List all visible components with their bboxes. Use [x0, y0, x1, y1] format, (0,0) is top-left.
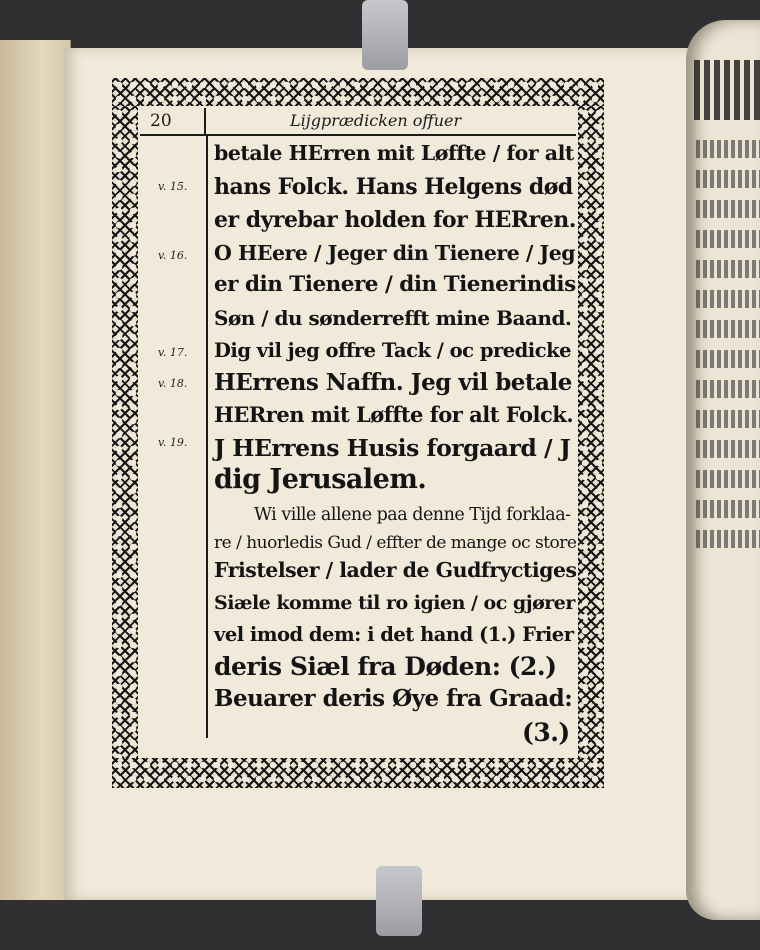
margin-rule	[206, 134, 208, 738]
verse-note-17: v. 17.	[158, 346, 188, 359]
verse-note-19: v. 19.	[158, 436, 188, 449]
running-title: Lijgprædicken offuer	[290, 111, 462, 130]
text-line: Beuarer deris Øye fra Graad:	[214, 685, 573, 712]
left-page-edge	[0, 40, 71, 900]
text-line: Søn / du sønderrefft mine Baand.	[214, 306, 572, 330]
text-line: J HErrens Husis forgaard / J	[214, 434, 571, 462]
ornamental-border-top	[112, 78, 604, 106]
text-line: er dyrebar holden for HERren.	[214, 207, 576, 233]
ornamental-border-bottom	[112, 758, 604, 788]
text-line: hans Folck. Hans Helgens død	[214, 174, 573, 200]
text-line: HERren mit Løffte for alt Folck.	[214, 402, 574, 427]
page-clip-top	[362, 0, 408, 70]
text-line: Dig vil jeg offre Tack / oc predicke	[214, 339, 571, 362]
text-line: Fristelser / lader de Gudfryctiges	[214, 558, 577, 582]
text-line: re / huorledis Gud / effter de mange oc store	[214, 533, 577, 553]
header-divider	[204, 108, 206, 134]
text-line: vel imod dem: i det hand (1.) Frier	[214, 623, 574, 646]
text-line: O HEere / Jeger din Tienere / Jeg	[214, 241, 576, 265]
text-line: Siæle komme til ro igien / oc gjører	[214, 592, 575, 614]
ornamental-border-right	[578, 106, 604, 758]
page-number: 20	[150, 111, 172, 131]
page-clip-bottom	[376, 866, 422, 936]
text-line: deris Siæl fra Døden: (2.)	[214, 652, 557, 681]
text-line: HErrens Naffn. Jeg vil betale	[214, 369, 572, 396]
catchword: (3.)	[522, 718, 570, 747]
text-line: er din Tienere / din Tienerindis	[214, 272, 576, 297]
text-line: betale HErren mit Løffte / for alt	[214, 141, 574, 165]
facing-page-fragment	[686, 20, 760, 920]
verse-note-15: v. 15.	[158, 180, 188, 193]
verse-note-18: v. 18.	[158, 377, 188, 390]
verse-note-16: v. 16.	[158, 249, 188, 262]
text-line: Wi ville allene paa denne Tijd forklaa-	[254, 505, 571, 525]
ornamental-border-left	[112, 106, 138, 758]
text-line: dig Jerusalem.	[214, 464, 427, 495]
